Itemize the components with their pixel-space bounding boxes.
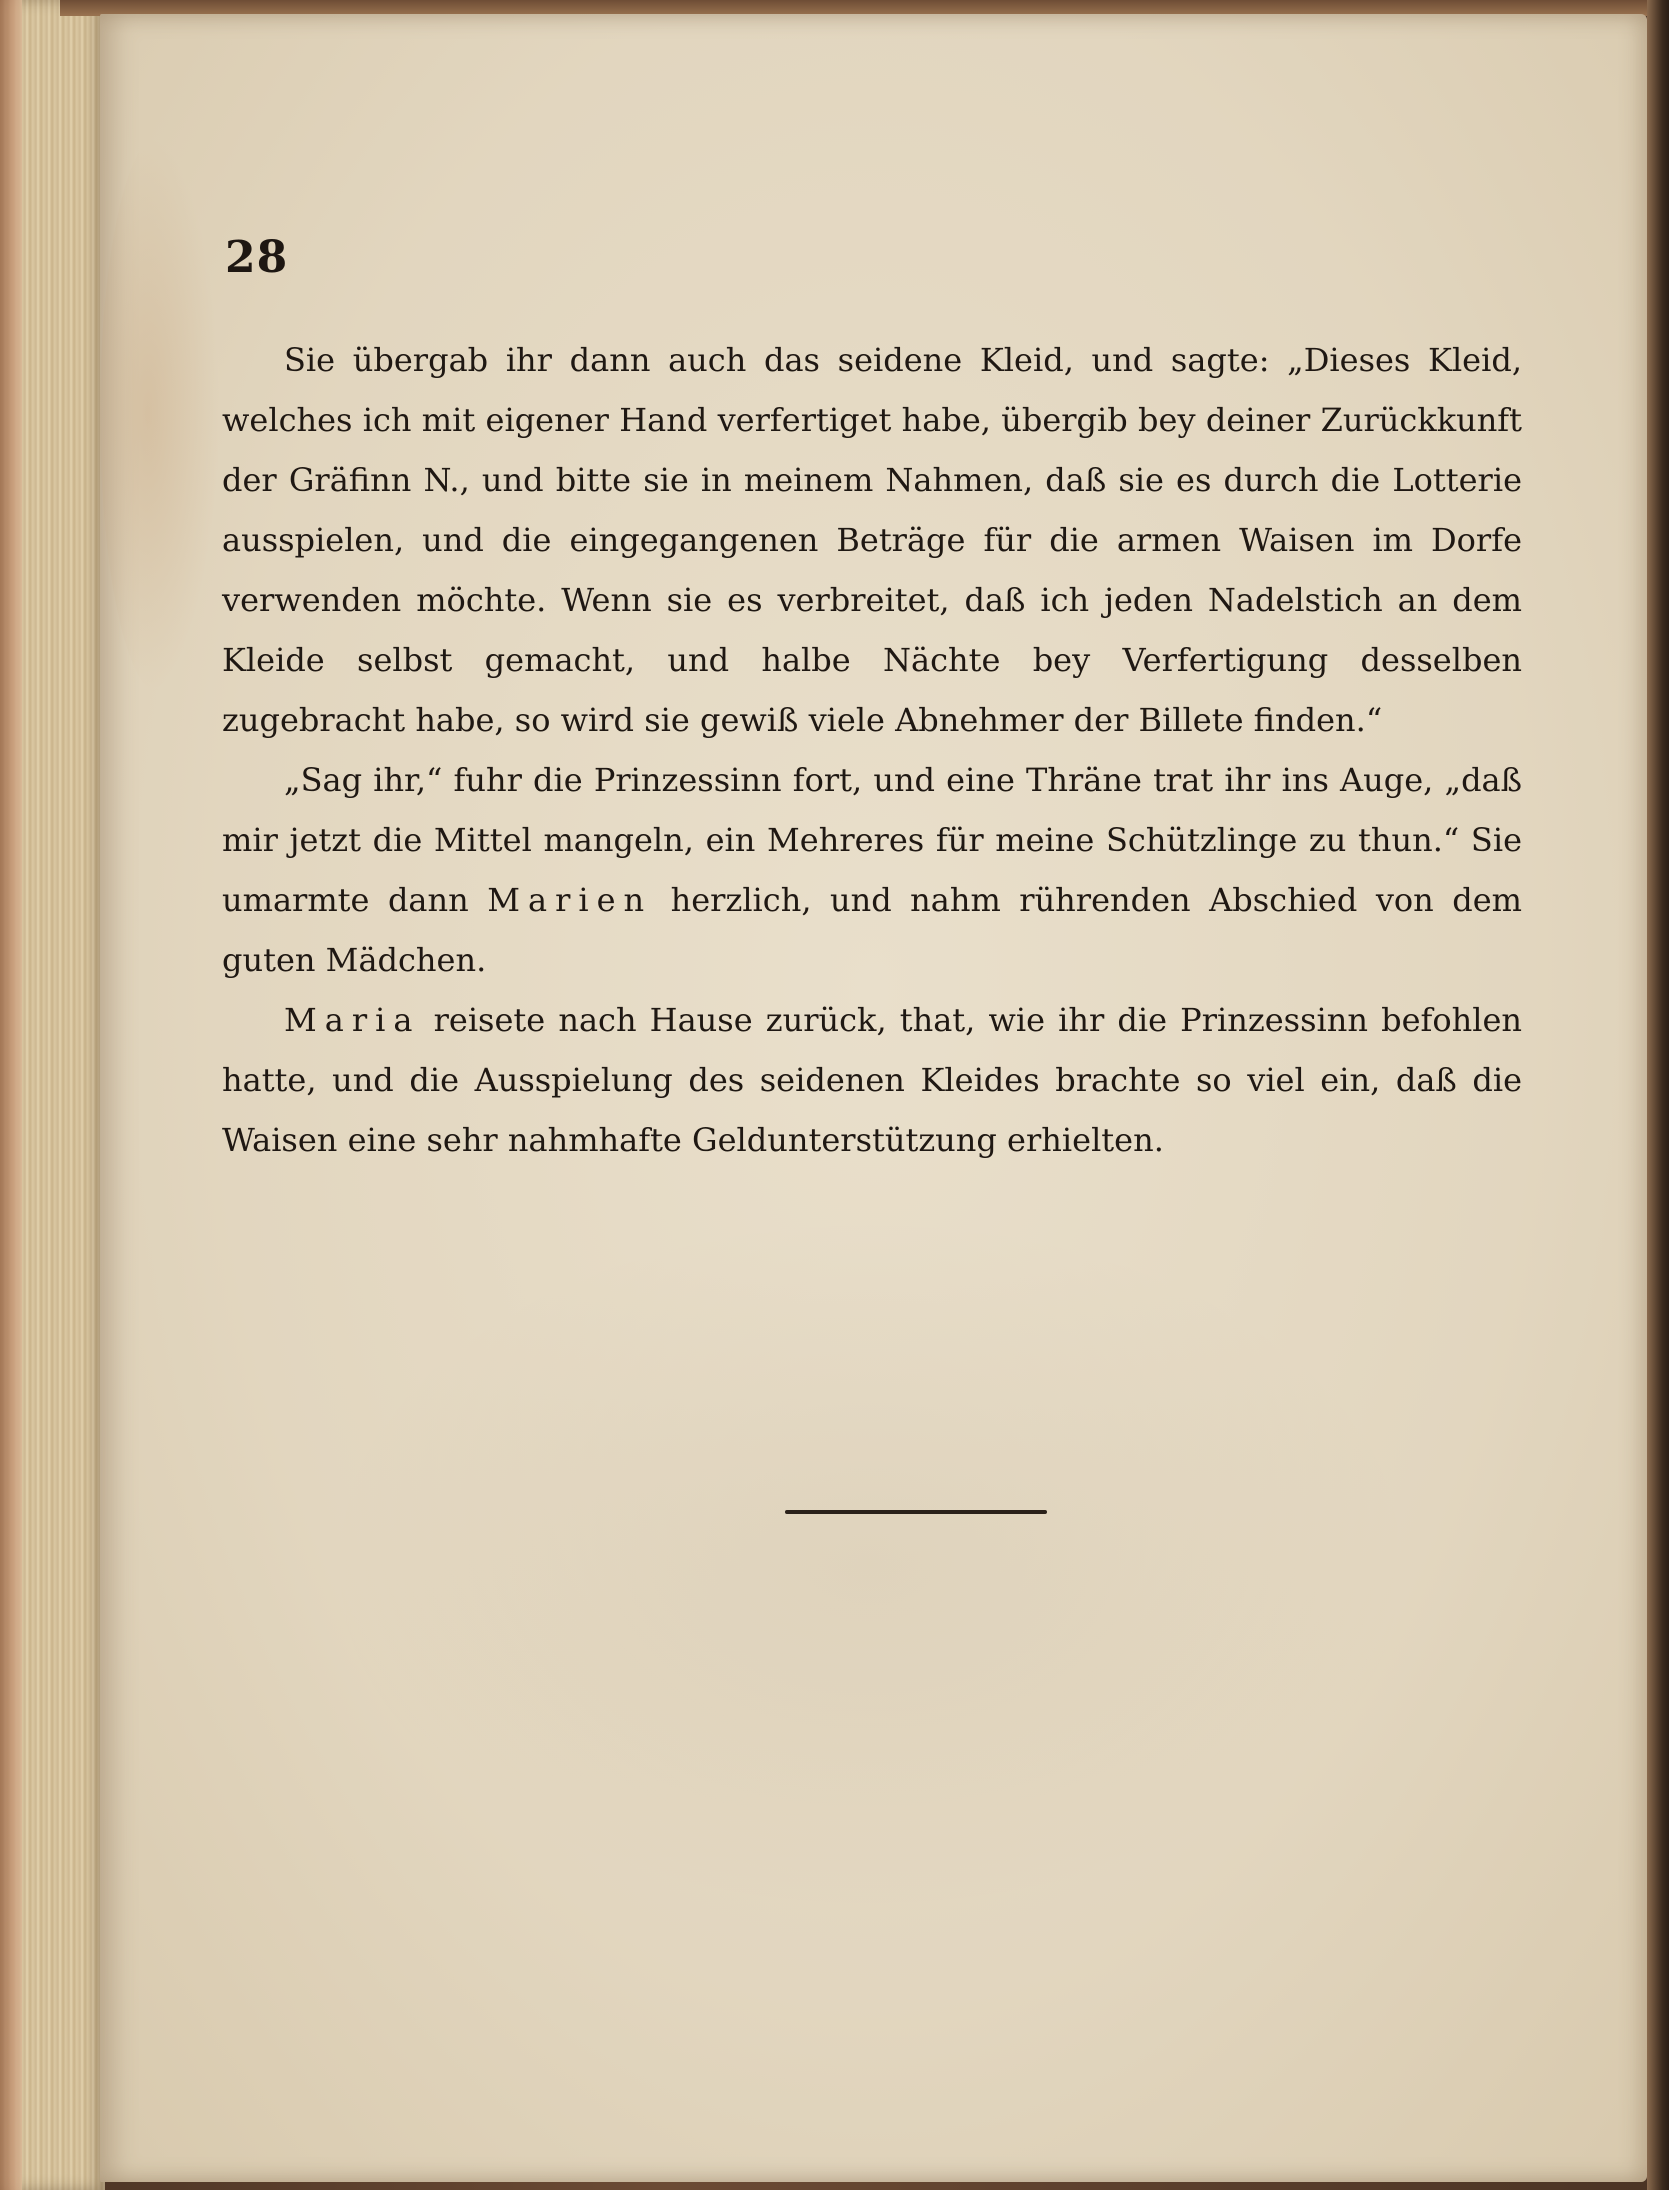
show-through bbox=[320, 1214, 1420, 1914]
page-number: 28 bbox=[225, 232, 289, 283]
body-text bbox=[222, 330, 1522, 1170]
paragraph-1-text: Sie übergab ihr dann auch das seidene Kleid, und sagte: „Dieses Kleid, welches ich mit eigener Hand verfertiget habe, übergib bey deiner Zurückkunft der Gräfinn N., und bitte sie in meinem Nahmen, daß sie es durch die Lotterie ausspielen, und die eingegangenen Beträge für die armen Waisen im Dorfe verwenden möchte. Wenn sie es verbreitet, daß ich jeden Nadelstich an dem Kleide selbst gemacht, und halbe Nächte bey Verfertigung desselben zugebracht habe, so wird sie gewiß viele Abnehmer der Billete finden.“ bbox=[222, 341, 1522, 739]
paragraph-2-spaced-name: Marien bbox=[487, 881, 653, 919]
paragraph-2-text-end: herzlich, und nahm rührenden Abschied von dem guten Mädchen. bbox=[222, 881, 1523, 979]
page-stack-edge bbox=[0, 0, 105, 2190]
cover-right-edge bbox=[1647, 0, 1669, 2190]
paragraph-2 bbox=[222, 750, 1522, 990]
paragraph-3 bbox=[222, 990, 1522, 1170]
paragraph-3-text: reisete nach Hause zurück, that, wie ihr die Prinzessinn befohlen hatte, und die Ausspielung des seidenen Kleides brachte so viel ein, daß die Waisen eine sehr nahmhafte Geldunterstützung erhielten. bbox=[222, 1001, 1522, 1159]
end-rule bbox=[785, 1510, 1047, 1514]
paragraph-2-text-start: „Sag ihr,“ fuhr die Prinzessinn fort, und eine Thräne trat ihr ins Auge, „daß mir jetzt die Mittel mangeln, ein Mehreres für meine Schützlinge zu thun.“ Sie umarmte dann bbox=[222, 761, 1522, 919]
paragraph-3-spaced-name: Maria bbox=[284, 1001, 421, 1039]
page-stain bbox=[100, 134, 220, 694]
paragraph-1 bbox=[222, 330, 1522, 750]
